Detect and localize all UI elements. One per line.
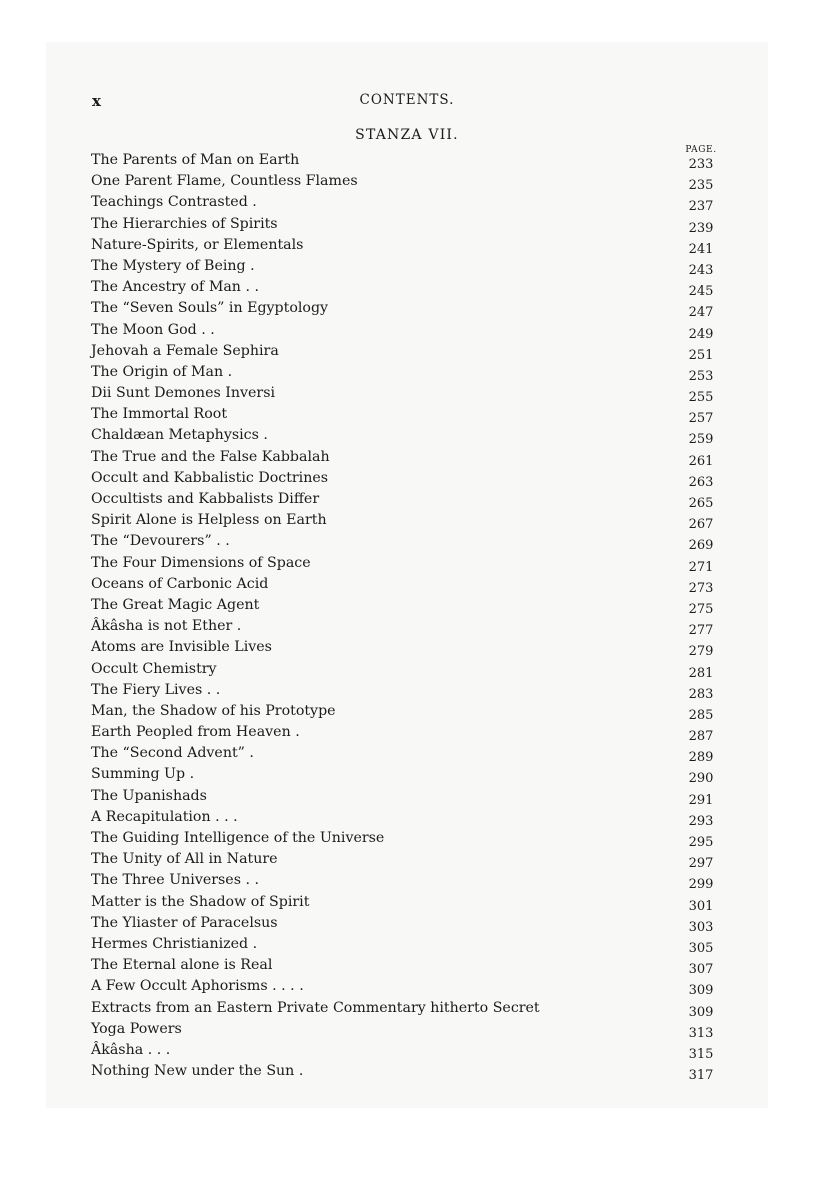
entry-page-number: 249	[688, 326, 714, 342]
entry-title: A Recapitulation . . .	[91, 808, 238, 825]
entry-title: The Great Magic Agent	[91, 596, 260, 613]
entry-title: The Immortal Root	[91, 406, 228, 423]
page-folio: x	[92, 92, 102, 110]
entry-page-number: 261	[688, 453, 714, 469]
entry-page-number: 273	[688, 580, 714, 596]
contents-list	[88, 150, 728, 1082]
contents-entry	[88, 637, 728, 658]
contents-entry	[88, 553, 728, 574]
entry-title: The Four Dimensions of Space	[91, 554, 311, 571]
contents-entry	[88, 277, 728, 298]
page-column-label: PAGE.	[685, 145, 717, 155]
running-head	[92, 92, 722, 112]
entry-title: Occultists and Kabbalists Differ	[91, 491, 320, 507]
section-title: STANZA VII.	[355, 127, 459, 143]
entry-title: One Parent Flame, Countless Flames	[91, 173, 358, 190]
contents-entry	[88, 913, 728, 934]
entry-page-number: 275	[688, 601, 714, 617]
entry-page-number: 253	[688, 368, 714, 384]
entry-page-number: 259	[688, 432, 714, 448]
entry-title: The Eternal alone is Real	[91, 957, 273, 974]
entry-page-number: 243	[688, 262, 714, 278]
entry-page-number: 269	[688, 538, 714, 554]
entry-title: Occult Chemistry	[91, 660, 217, 677]
contents-entry	[88, 892, 728, 913]
entry-page-number: 305	[688, 940, 714, 956]
contents-entry	[88, 1019, 728, 1040]
entry-page-number: 309	[688, 983, 714, 999]
entry-page-number: 317	[688, 1068, 714, 1084]
entry-title: The Moon God . .	[91, 321, 215, 338]
contents-entry	[88, 701, 728, 722]
entry-page-number: 247	[688, 305, 714, 321]
contents-entry	[88, 341, 728, 362]
entry-page-number: 235	[688, 178, 714, 194]
contents-entry	[88, 722, 728, 743]
entry-page-number: 271	[688, 559, 714, 575]
contents-entry	[88, 998, 728, 1019]
entry-page-number: 287	[688, 729, 714, 745]
entry-title: The “Devourers” . .	[91, 533, 230, 550]
contents-entry	[88, 192, 728, 213]
contents-entry	[88, 404, 728, 425]
entry-title: The Three Universes . .	[91, 872, 260, 889]
contents-entry	[88, 1061, 728, 1082]
entry-page-number: 303	[688, 919, 714, 935]
page-title: CONTENTS.	[359, 92, 455, 108]
entry-title: Atoms are Invisible Lives	[91, 639, 272, 656]
entry-title: The Ancestry of Man . .	[91, 279, 259, 296]
entry-page-number: 293	[688, 813, 714, 829]
contents-entry	[88, 743, 728, 764]
entry-page-number: 241	[688, 241, 714, 257]
entry-title: A Few Occult Aphorisms . . . .	[91, 978, 304, 995]
entry-page-number: 267	[688, 517, 714, 533]
contents-entry	[88, 595, 728, 616]
entry-page-number: 281	[688, 665, 714, 681]
entry-title: The Fiery Lives . .	[91, 681, 221, 698]
contents-entry	[88, 383, 728, 404]
entry-title: The Yliaster of Paracelsus	[91, 914, 278, 931]
entry-page-number: 315	[688, 1046, 714, 1062]
entry-page-number: 277	[688, 623, 714, 639]
entry-page-number: 299	[688, 877, 714, 893]
entry-page-number: 237	[688, 199, 714, 215]
entry-title: The Unity of All in Nature	[91, 851, 278, 868]
entry-title: The True and the False Kabbalah	[91, 448, 330, 465]
entry-title: Summing Up .	[91, 766, 195, 783]
contents-entry	[88, 256, 728, 277]
entry-title: The Hierarchies of Spirits	[91, 215, 278, 232]
entry-title: Nature-Spirits, or Elementals	[91, 236, 304, 253]
entry-title: Yoga Powers	[91, 1020, 182, 1037]
entry-title: Hermes Christianized .	[91, 935, 258, 952]
entry-page-number: 295	[688, 835, 714, 850]
entry-title: Extracts from an Eastern Private Commentary hitherto Secret	[91, 999, 540, 1016]
entry-title: The Upanishads	[91, 787, 207, 804]
entry-title: The “Second Advent” .	[91, 745, 254, 762]
entry-page-number: 251	[688, 347, 714, 363]
entry-page-number: 290	[688, 771, 714, 787]
contents-entry	[88, 955, 728, 976]
contents-entry	[88, 616, 728, 637]
contents-entry	[88, 870, 728, 891]
entry-title: The Mystery of Being .	[91, 257, 255, 274]
entry-page-number: 239	[688, 220, 714, 236]
entry-page-number: 233	[688, 157, 714, 172]
entry-page-number: 265	[688, 496, 714, 511]
entry-title: Âkâsha is not Ether .	[91, 618, 242, 635]
contents-entry	[88, 828, 728, 849]
entry-title: Man, the Shadow of his Prototype	[91, 702, 336, 719]
entry-title: Jehovah a Female Sephira	[91, 342, 279, 359]
entry-title: Dii Sunt Demones Inversi	[91, 385, 276, 402]
contents-entry	[88, 468, 728, 489]
contents-entry	[88, 150, 728, 171]
entry-page-number: 263	[688, 474, 714, 490]
entry-title: Spirit Alone is Helpless on Earth	[91, 512, 327, 529]
entry-page-number: 297	[688, 856, 714, 872]
entry-page-number: 255	[688, 390, 714, 406]
entry-page-number: 289	[688, 750, 714, 766]
entry-title: Nothing New under the Sun .	[91, 1063, 304, 1080]
contents-entry	[88, 1040, 728, 1061]
entry-title: The “Seven Souls” in Egyptology	[91, 300, 329, 317]
contents-entry	[88, 214, 728, 235]
contents-entry	[88, 425, 728, 446]
entry-title: Chaldæan Metaphysics .	[91, 427, 268, 444]
entry-page-number: 309	[688, 1004, 714, 1020]
contents-entry	[88, 447, 728, 468]
contents-entry	[88, 171, 728, 192]
contents-entry	[88, 786, 728, 807]
entry-page-number: 313	[688, 1025, 714, 1041]
entry-page-number: 301	[688, 898, 714, 914]
contents-entry	[88, 934, 728, 955]
entry-title: Matter is the Shadow of Spirit	[91, 893, 310, 910]
entry-page-number: 279	[688, 644, 714, 660]
contents-entry	[88, 320, 728, 341]
contents-entry	[88, 680, 728, 701]
entry-page-number: 257	[688, 411, 714, 427]
entry-title: Occult and Kabbalistic Doctrines	[91, 469, 329, 486]
entry-title: Teachings Contrasted .	[91, 194, 257, 211]
contents-entry	[88, 976, 728, 997]
contents-entry	[88, 574, 728, 595]
entry-page-number: 291	[688, 792, 714, 808]
entry-title: Âkâsha . . .	[91, 1041, 171, 1058]
contents-entry	[88, 659, 728, 680]
contents-entry	[88, 235, 728, 256]
entry-title: The Origin of Man .	[91, 363, 233, 380]
contents-entry	[88, 849, 728, 870]
entry-title: Oceans of Carbonic Acid	[91, 575, 269, 592]
contents-entry	[88, 510, 728, 531]
entry-page-number: 285	[688, 707, 714, 723]
entry-title: The Parents of Man on Earth	[91, 152, 300, 168]
contents-entry	[88, 807, 728, 828]
entry-page-number: 307	[688, 962, 714, 978]
contents-entry	[88, 362, 728, 383]
entry-page-number: 245	[688, 284, 714, 300]
contents-entry	[88, 764, 728, 785]
contents-entry	[88, 298, 728, 319]
entry-page-number: 283	[688, 686, 714, 702]
contents-entry	[88, 531, 728, 552]
entry-title: The Guiding Intelligence of the Universe	[91, 830, 385, 846]
contents-entry	[88, 489, 728, 510]
entry-title: Earth Peopled from Heaven .	[91, 724, 300, 741]
